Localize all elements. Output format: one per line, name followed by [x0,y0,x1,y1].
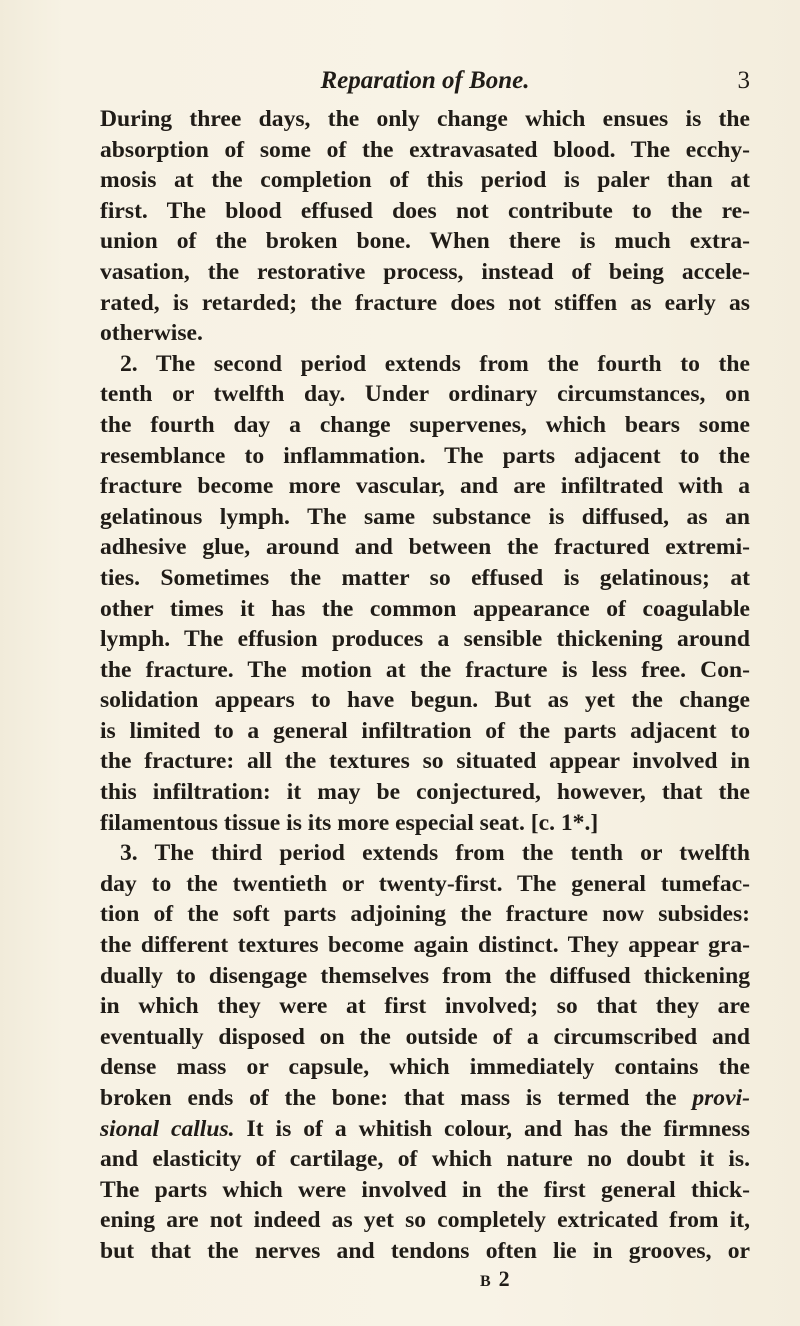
text-line: the fracture: all the textures so situated appear involved in [100,748,750,775]
text-line: ties. Sometimes the matter so effused is gelatinous; at [100,564,750,591]
text-line: During three days, the only change which ensues is the [100,106,750,132]
text-line: tion of the soft parts adjoining the fracture now subsides: [100,901,750,928]
text-line: adhesive glue, around and between the fractured extremi- [100,534,750,561]
text-line: filamentous tissue is its more especial seat. [c. 1*.] [100,809,599,836]
text-line: resemblance to inflammation. The parts adjacent to the [100,442,750,469]
page-header [100,64,750,98]
text-line: vasation, the restorative process, instead of being accele- [100,258,750,285]
text-line: ening are not indeed as yet so completely extricated from it, [100,1207,750,1234]
text-line: union of the broken bone. When there is much extra- [100,228,750,255]
body-text [100,104,750,1267]
text-line: rated, is retarded; the fracture does not stiffen as early as [100,289,750,316]
signature-mark [480,1264,512,1297]
text-line: mosis at the completion of this period is paler than at [100,167,750,194]
signature-letter: B [480,1273,491,1290]
text-line: and elasticity of cartilage, of which nature no doubt it is. [100,1146,750,1173]
signature-number: 2 [498,1266,512,1291]
text-line: is limited to a general infiltration of the parts adjacent to [100,717,750,744]
text-line: dense mass or capsule, which immediately contains the [100,1054,750,1081]
text-line: broken ends of the bone: that mass is termed the provi- [100,1085,750,1111]
text-line: first. The blood effused does not contribute to the re- [100,197,750,224]
text-line: absorption of some of the extravasated blood. The ecchy- [100,136,750,163]
text-line: otherwise. [100,320,203,347]
text-line: gelatinous lymph. The same substance is diffused, as an [100,503,750,530]
text-line: eventually disposed on the outside of a circumscribed and [100,1023,750,1050]
text-line: this infiltration: it may be conjectured, however, that the [100,779,750,806]
running-title: Reparation of Bone. [320,67,530,94]
text-line: 2. The second period extends from the fourth to the [120,350,750,377]
text-line: dually to disengage themselves from the diffused thickening [100,962,750,989]
text-line: in which they were at first involved; so that they are [100,993,750,1020]
text-line: fracture become more vascular, and are infiltrated with a [100,473,750,500]
text-line: tenth or twelfth day. Under ordinary circumstances, on [100,381,750,408]
text-line: other times it has the common appearance of coagulable [100,595,750,622]
page-number: 3 [737,67,750,94]
text-line: The parts which were involved in the first general thick- [100,1176,750,1203]
text-line: lymph. The effusion produces a sensible thickening around [100,626,750,653]
text-line: the different textures become again distinct. They appear gra- [100,932,750,959]
text-line: day to the twentieth or twenty-first. The general tumefac- [100,870,750,897]
text-line: the fourth day a change supervenes, which bears some [100,411,750,438]
text-line: but that the nerves and tendons often lie in grooves, or [100,1237,750,1264]
text-line: solidation appears to have begun. But as yet the change [100,687,750,714]
text-line: the fracture. The motion at the fracture is less free. Con- [100,656,750,683]
text-line: sional callus. It is of a whitish colour, and has the firmness [100,1115,750,1142]
text-line: 3. The third period extends from the tenth or twelfth [120,840,750,867]
